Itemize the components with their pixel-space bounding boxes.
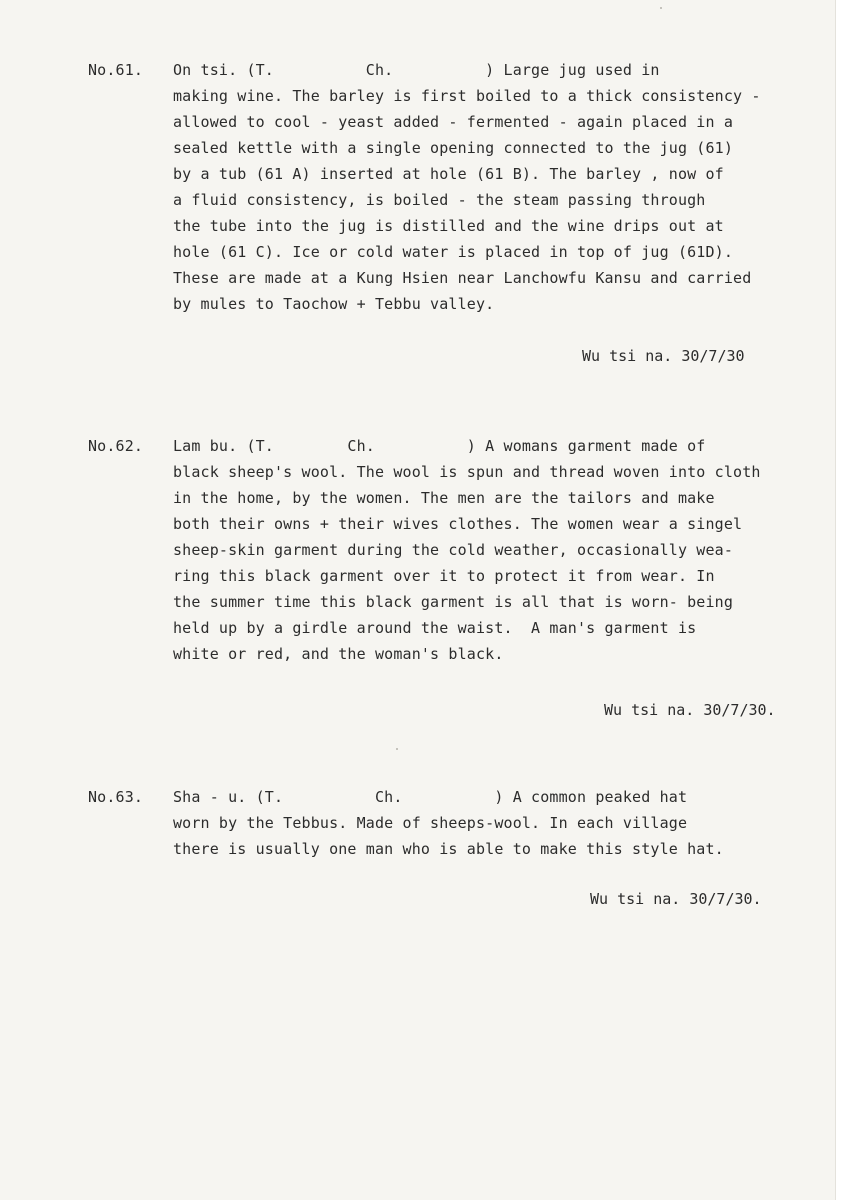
entry-signature: Wu tsi na. 30/7/30.: [590, 890, 762, 908]
text-line: held up by a girdle around the waist. A man's garment is: [173, 619, 697, 637]
text-line: by mules to Taochow + Tebbu valley.: [173, 295, 495, 313]
text-line: Lam bu. (T. Ch. ) A womans garment made of: [173, 437, 706, 455]
entry-signature: Wu tsi na. 30/7/30.: [604, 701, 776, 719]
text-line: the summer time this black garment is all that is worn- being: [173, 593, 734, 611]
paper-speck: [660, 7, 662, 9]
text-line: by a tub (61 A) inserted at hole (61 B). The barley , now of: [173, 165, 724, 183]
text-line: Sha - u. (T. Ch. ) A common peaked hat: [173, 788, 688, 806]
text-line: making wine. The barley is first boiled to a thick consistency -: [173, 87, 761, 105]
text-line: ring this black garment over it to protect it from wear. In: [173, 567, 715, 585]
entry-text: [173, 784, 833, 862]
text-line: both their owns + their wives clothes. The women wear a singel: [173, 515, 743, 533]
entry-number: No.61.: [88, 61, 144, 79]
entry-number: No.62.: [88, 437, 144, 455]
text-line: the tube into the jug is distilled and the wine drips out at: [173, 217, 724, 235]
entry-number: No.63.: [88, 788, 144, 806]
text-line: there is usually one man who is able to make this style hat.: [173, 840, 724, 858]
entry-text: [173, 433, 833, 667]
text-line: white or red, and the woman's black.: [173, 645, 504, 663]
text-line: black sheep's wool. The wool is spun and thread woven into cloth: [173, 463, 761, 481]
entry-signature: Wu tsi na. 30/7/30: [582, 347, 745, 365]
text-line: On tsi. (T. Ch. ) Large jug used in: [173, 61, 660, 79]
paper-speck: [396, 748, 398, 750]
text-line: allowed to cool - yeast added - fermented - again placed in a: [173, 113, 734, 131]
text-line: a fluid consistency, is boiled - the steam passing through: [173, 191, 706, 209]
text-line: in the home, by the women. The men are the tailors and make: [173, 489, 715, 507]
text-line: hole (61 C). Ice or cold water is placed in top of jug (61D).: [173, 243, 734, 261]
text-line: worn by the Tebbus. Made of sheeps-wool. In each village: [173, 814, 688, 832]
text-line: These are made at a Kung Hsien near Lanchowfu Kansu and carried: [173, 269, 752, 287]
text-line: sheep-skin garment during the cold weather, occasionally wea-: [173, 541, 734, 559]
text-line: sealed kettle with a single opening connected to the jug (61): [173, 139, 734, 157]
entry-text: [173, 57, 833, 317]
